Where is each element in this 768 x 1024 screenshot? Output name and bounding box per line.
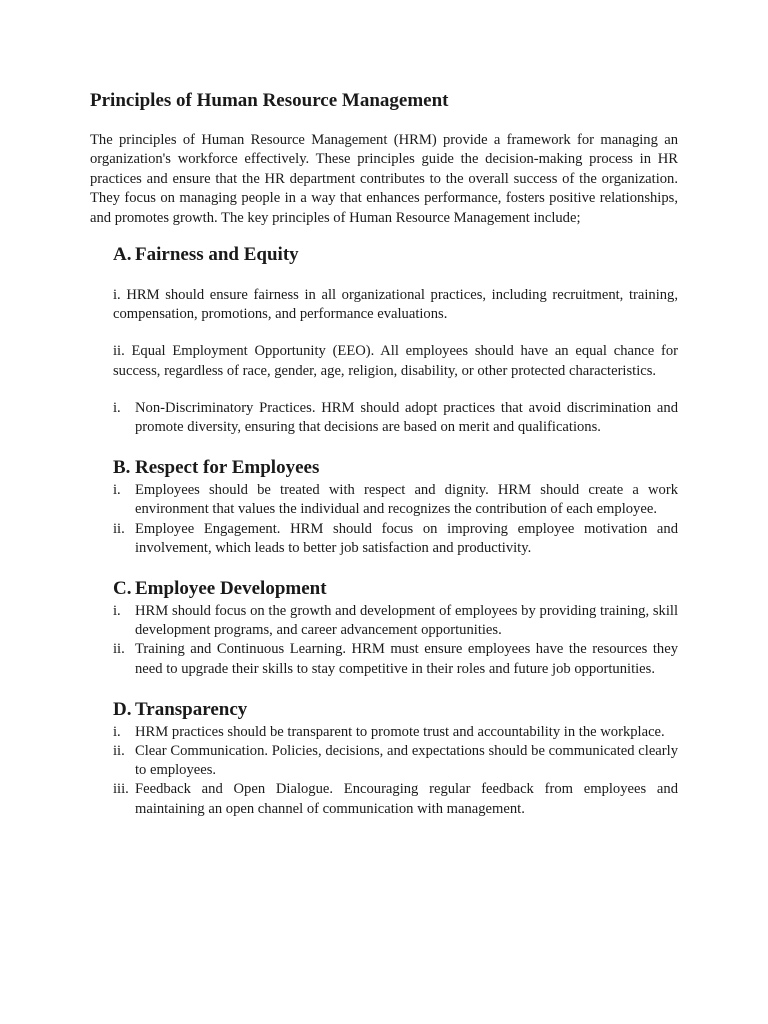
list-item-number: iii. — [113, 781, 129, 798]
section-title: Transparency — [135, 698, 248, 720]
list-item — [113, 602, 678, 640]
section-heading — [113, 576, 678, 602]
document-page — [90, 88, 678, 819]
list-item — [113, 742, 678, 780]
list-item — [113, 481, 678, 519]
list-item-text: HRM practices should be transparent to promote trust and accountability in the workplace. — [135, 723, 665, 740]
section-title: Employee Development — [135, 578, 327, 600]
list-item-number: i. — [113, 603, 121, 620]
section-list — [113, 723, 678, 819]
list-item — [113, 640, 678, 678]
section-letter: A. — [113, 244, 132, 266]
list-item-number: i. — [113, 723, 121, 740]
list-item-number: ii. — [113, 520, 125, 537]
section-title: Fairness and Equity — [135, 244, 299, 266]
section-letter: D. — [113, 698, 132, 720]
section-heading — [113, 242, 678, 268]
list-item-text: Employees should be treated with respect and dignity. HRM should create a work environment that values the individual and recognizes the contribution of each employee. — [135, 482, 678, 518]
section-list — [113, 399, 678, 437]
list-item-text: Clear Communication. Policies, decisions, and expectations should be communicated clearly to employees. — [135, 743, 678, 779]
list-item — [113, 520, 678, 558]
section-title: Respect for Employees — [135, 457, 320, 479]
section-employee-development — [113, 576, 678, 679]
list-item-text: Training and Continuous Learning. HRM must ensure employees have the resources they need to upgrade their skills to stay competitive in their roles and future job opportunities. — [135, 641, 678, 677]
section-respect-for-employees — [113, 455, 678, 558]
list-item-number: i. — [113, 399, 121, 416]
section-fairness-and-equity — [113, 242, 678, 437]
section-letter: B. — [113, 457, 131, 479]
section-heading — [113, 455, 678, 481]
list-item — [113, 780, 678, 818]
list-item-number: i. — [113, 482, 121, 499]
section-transparency — [113, 697, 678, 819]
document-title: Principles of Human Resource Management — [90, 90, 449, 111]
list-item — [113, 399, 678, 437]
list-item-text: HRM should focus on the growth and development of employees by providing training, skill development programs, and career advancement opportunities. — [135, 603, 678, 639]
section-list — [113, 481, 678, 558]
section-paragraph: i. HRM should ensure fairness in all organizational practices, including recruitment, training, compensation, promotions, and performance evaluations. — [113, 287, 678, 323]
list-item-text: Non-Discriminatory Practices. HRM should adopt practices that avoid discrimination and promote diversity, ensuring that decisions are based on merit and qualifications. — [135, 399, 678, 436]
list-item-number: ii. — [113, 641, 125, 658]
list-item-text: Feedback and Open Dialogue. Encouraging regular feedback from employees and maintaining an open channel of communication with management. — [135, 781, 678, 817]
section-paragraph: ii. Equal Employment Opportunity (EEO). All employees should have an equal chance for success, regardless of race, gender, age, religion, disability, or other protected characteristics. — [113, 343, 678, 379]
list-item-text: Employee Engagement. HRM should focus on improving employee motivation and involvement, which leads to better job satisfaction and productivity. — [135, 520, 678, 556]
section-heading — [113, 697, 678, 723]
list-item — [113, 723, 678, 742]
intro-paragraph: The principles of Human Resource Management (HRM) provide a framework for managing an organization's workforce effectively. These principles guide the decision-making process in HR practices and ensure that the HR department contributes to the overall success of the organization. They focus on managing people in a way that enhances performance, fosters positive relationships, and promotes growth. The key principles of Human Resource Management include; — [90, 132, 678, 226]
section-list — [113, 602, 678, 679]
list-item-number: ii. — [113, 743, 125, 760]
section-letter: C. — [113, 578, 132, 600]
